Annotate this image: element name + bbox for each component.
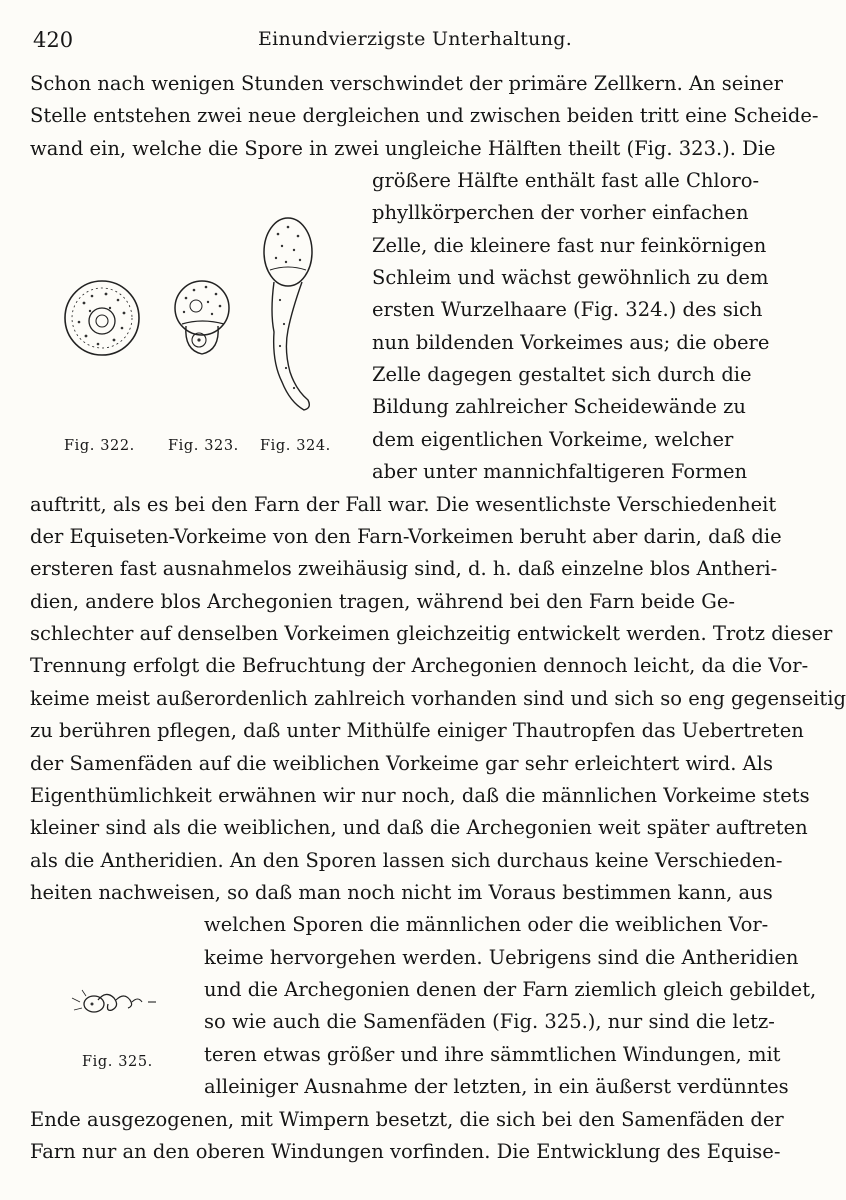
- text-line: Eigenthümlichkeit erwähnen wir nur noch, daß die männlichen Vorkeime stets: [30, 784, 810, 807]
- figure-322-spore: [62, 278, 144, 360]
- text-line: Zelle, die kleinere fast nur feinkörnigen: [372, 234, 767, 257]
- text-line: alleiniger Ausnahme der letzten, in ein äußerst verdünntes: [204, 1075, 789, 1098]
- text-line: auftritt, als es bei den Farn der Fall war. Die wesentlichste Verschiedenheit: [30, 493, 777, 516]
- figure-324-caption: Fig. 324.: [260, 438, 331, 454]
- figure-325-spermatozoid: [70, 982, 170, 1022]
- text-line: ersteren fast ausnahmelos zweihäusig sind, d. h. daß einzelne blos Antheri-: [30, 557, 778, 580]
- text-line: keime meist außerordenlich zahlreich vorhanden sind und sich so eng gegenseitig: [30, 687, 846, 710]
- text-line: schlechter auf denselben Vorkeimen gleichzeitig entwickelt werden. Trotz dieser: [30, 622, 833, 645]
- text-line: Farn nur an den oberen Windungen vorfinden. Die Entwicklung des Equise-: [30, 1140, 781, 1163]
- text-line: dem eigentlichen Vorkeime, welcher: [372, 428, 734, 451]
- text-line: so wie auch die Samenfäden (Fig. 325.), nur sind die letz-: [204, 1010, 775, 1033]
- figure-323-divided-spore: [172, 274, 234, 362]
- text-line: kleiner sind als die weiblichen, und daß die Archegonien weit später auftreten: [30, 816, 808, 839]
- text-line: Ende ausgezogenen, mit Wimpern besetzt, die sich bei den Samenfäden der: [30, 1108, 784, 1131]
- figure-324-germinating-spore: [252, 212, 324, 422]
- text-line: als die Antheridien. An den Sporen lassen sich durchaus keine Verschieden-: [30, 849, 783, 872]
- figure-322-caption: Fig. 322.: [64, 438, 135, 454]
- text-line: phyllkörperchen der vorher einfachen: [372, 201, 749, 224]
- text-line: größere Hälfte enthält fast alle Chloro-: [372, 169, 760, 192]
- text-line: Schleim und wächst gewöhnlich zu dem: [372, 266, 769, 289]
- text-line: nun bildenden Vorkeimes aus; die obere: [372, 331, 770, 354]
- figure-325-caption: Fig. 325.: [82, 1054, 153, 1070]
- text-line: Bildung zahlreicher Scheidewände zu: [372, 395, 746, 418]
- text-line: der Equiseten-Vorkeime von den Farn-Vorkeimen beruht aber darin, daß die: [30, 525, 782, 548]
- text-line: Zelle dagegen gestaltet sich durch die: [372, 363, 752, 386]
- figure-323-caption: Fig. 323.: [168, 438, 239, 454]
- text-line: ersten Wurzelhaare (Fig. 324.) des sich: [372, 298, 763, 321]
- text-line: dien, andere blos Archegonien tragen, während bei den Farn beide Ge-: [30, 590, 735, 613]
- text-line: zu berühren pflegen, daß unter Mithülfe einiger Thautropfen das Uebertreten: [30, 719, 804, 742]
- text-line: und die Archegonien denen der Farn ziemlich gleich gebildet,: [204, 978, 817, 1001]
- text-line: keime hervorgehen werden. Uebrigens sind die Antheridien: [204, 946, 799, 969]
- text-line: Stelle entstehen zwei neue dergleichen und zwischen beiden tritt eine Scheide-: [30, 104, 819, 127]
- text-line: Schon nach wenigen Stunden verschwindet der primäre Zellkern. An seiner: [30, 72, 784, 95]
- page-number: 420: [33, 28, 74, 52]
- running-head: Einundvierzigste Unterhaltung.: [258, 28, 573, 50]
- text-line: teren etwas größer und ihre sämmtlichen Windungen, mit: [204, 1043, 781, 1066]
- text-line: welchen Sporen die männlichen oder die weiblichen Vor-: [204, 913, 769, 936]
- text-line: heiten nachweisen, so daß man noch nicht im Voraus bestimmen kann, aus: [30, 881, 773, 904]
- text-line: wand ein, welche die Spore in zwei ungleiche Hälften theilt (Fig. 323.). Die: [30, 137, 776, 160]
- text-line: der Samenfäden auf die weiblichen Vorkeime gar sehr erleichtert wird. Als: [30, 752, 773, 775]
- text-line: Trennung erfolgt die Befruchtung der Archegonien dennoch leicht, da die Vor-: [30, 654, 809, 677]
- text-line: aber unter mannichfaltigeren Formen: [372, 460, 748, 483]
